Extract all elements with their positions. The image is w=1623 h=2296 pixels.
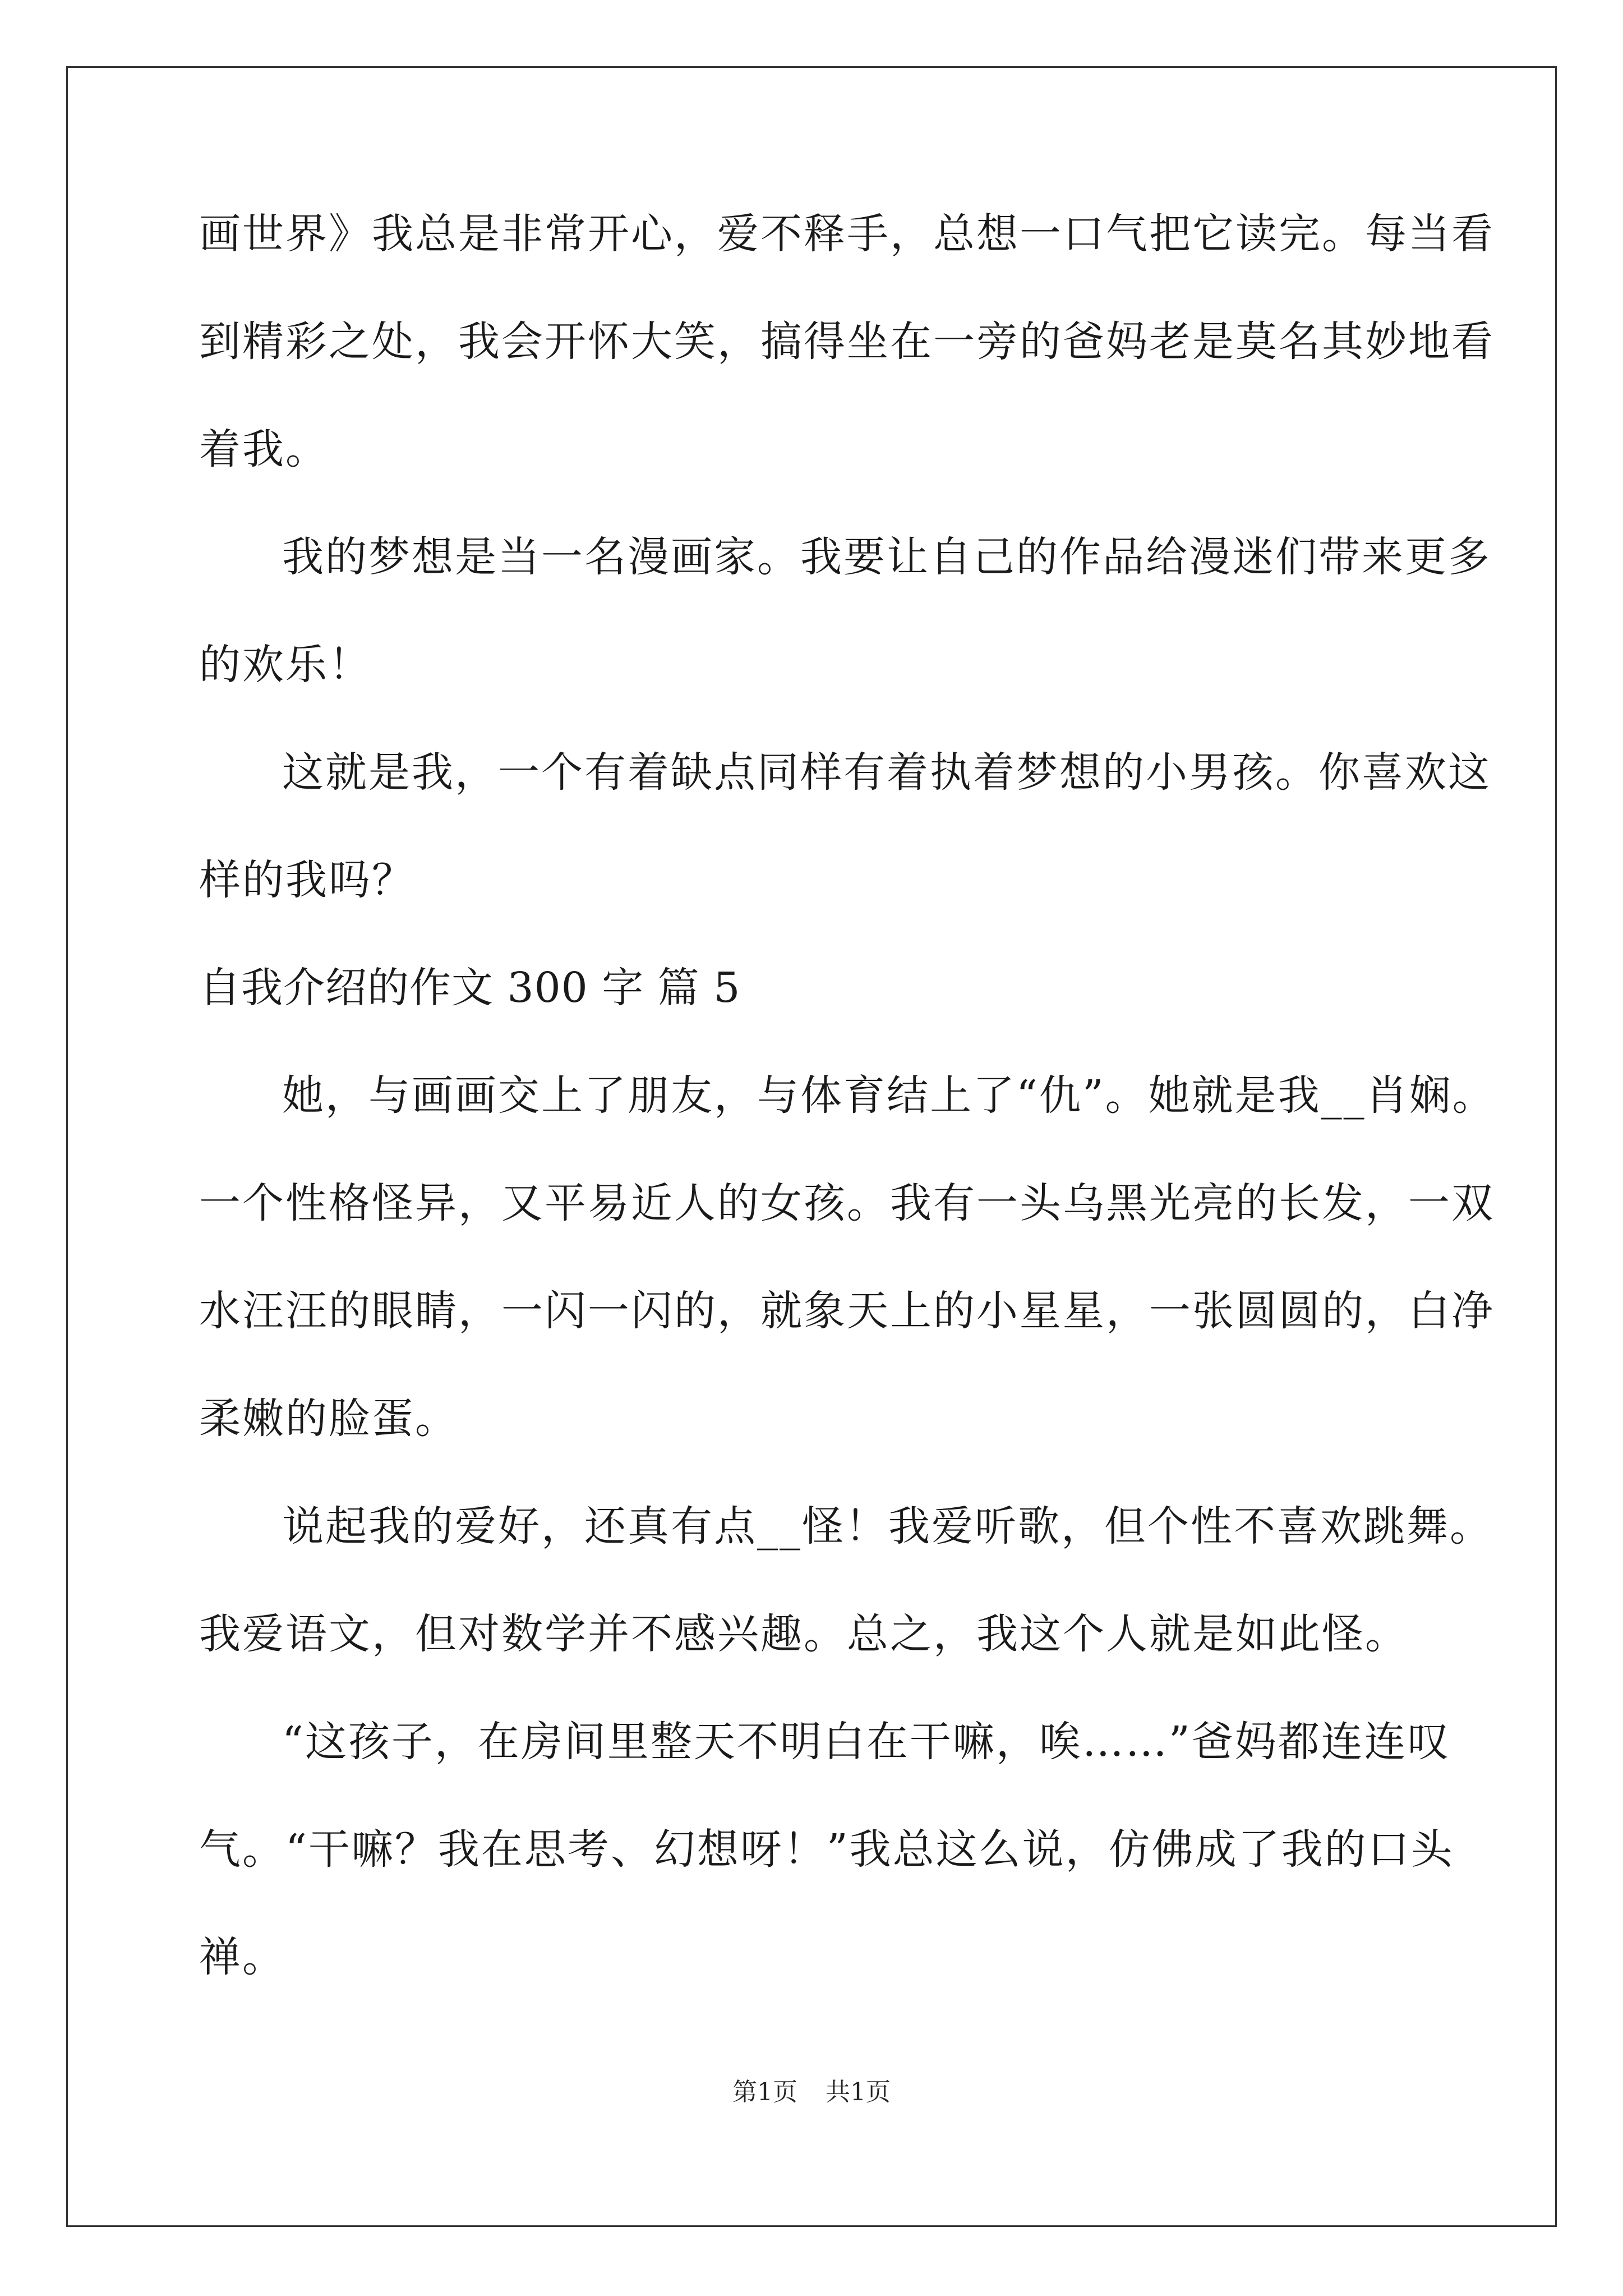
text-line: 禅。 (199, 1933, 285, 1981)
page-footer (0, 2080, 1623, 2105)
text-line: 水汪汪的眼睛，一闪一闪的，就象天上的小星星，一张圆圆的，白净 (199, 1287, 1495, 1335)
text-line: 样的我吗？ (199, 856, 415, 904)
text-line: 的欢乐！ (199, 641, 372, 689)
text-line: 着我。 (199, 425, 329, 473)
section-heading: 自我介绍的作文 300 字 篇 5 (199, 964, 741, 1012)
text-line: 画世界》我总是非常开心，爱不释手，总想一口气把它读完。每当看 (199, 210, 1495, 258)
text-line: 柔嫩的脸蛋。 (199, 1395, 458, 1443)
text-line: “这孩子，在房间里整天不明白在干嘛，唉……”爸妈都连连叹 (282, 1718, 1451, 1766)
text-line: 一个性格怪异，又平易近人的女孩。我有一头乌黑光亮的长发，一双 (199, 1179, 1495, 1227)
text-line: 到精彩之处，我会开怀大笑，搞得坐在一旁的爸妈老是莫名其妙地看 (199, 318, 1495, 366)
text-line: 说起我的爱好，还真有点__怪！我爱听歌，但个性不喜欢跳舞。 (282, 1502, 1493, 1550)
text-line: 我爱语文，但对数学并不感兴趣。总之，我这个人就是如此怪。 (199, 1610, 1408, 1658)
text-line: 气。“干嘛？我在思考、幻想呀！”我总这么说，仿佛成了我的口头 (199, 1825, 1454, 1874)
text-line: 我的梦想是当一名漫画家。我要让自己的作品给漫迷们带来更多 (282, 533, 1491, 581)
page-number-current: 第1页 (732, 2078, 797, 2106)
page-number-total: 共1页 (826, 2078, 891, 2106)
text-line: 这就是我，一个有着缺点同样有着执着梦想的小男孩。你喜欢这 (282, 748, 1491, 797)
document-body (199, 210, 1496, 2044)
text-line: 她，与画画交上了朋友，与体育结上了“仇”。她就是我__肖娴。 (282, 1071, 1496, 1120)
